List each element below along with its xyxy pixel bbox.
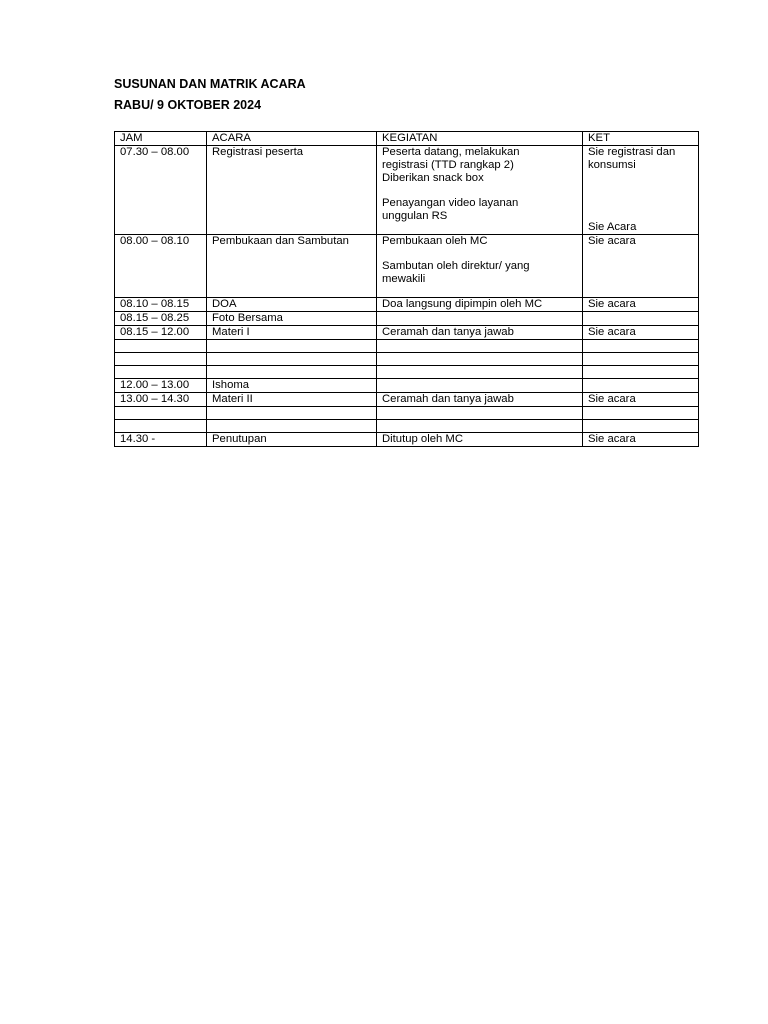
table-row (115, 433, 699, 447)
cell-acara: DOA (207, 298, 377, 312)
cell-ket (583, 379, 699, 393)
kegiatan-text: registrasi (TTD rangkap 2) (382, 159, 514, 171)
table-row (115, 146, 699, 235)
kegiatan-text: Diberikan snack box (382, 172, 484, 184)
cell-jam: 14.30 - (115, 433, 207, 447)
cell-ket: Sie acara (583, 326, 699, 340)
cell-ket (583, 146, 699, 235)
cell-kegiatan: Ceramah dan tanya jawab (377, 393, 583, 407)
empty-row (115, 366, 699, 379)
table-row (115, 393, 699, 407)
cell-acara: Materi II (207, 393, 377, 407)
header-jam: JAM (115, 132, 207, 146)
cell-ket: Sie acara (583, 235, 699, 298)
cell-jam: 07.30 – 08.00 (115, 146, 207, 235)
cell-acara: Materi I (207, 326, 377, 340)
cell-acara: Foto Bersama (207, 312, 377, 326)
cell-acara: Pembukaan dan Sambutan (207, 235, 377, 298)
header-acara: ACARA (207, 132, 377, 146)
cell-ket: Sie acara (583, 298, 699, 312)
kegiatan-text: mewakili (382, 273, 426, 285)
cell-jam: 13.00 – 14.30 (115, 393, 207, 407)
cell-kegiatan (377, 379, 583, 393)
kegiatan-text: Sambutan oleh direktur/ yang (382, 260, 530, 272)
document-date: RABU/ 9 OKTOBER 2024 (114, 98, 262, 112)
empty-row (115, 353, 699, 366)
kegiatan-text: Penayangan video layanan (382, 197, 519, 209)
empty-row (115, 407, 699, 420)
table-row (115, 298, 699, 312)
cell-acara: Penutupan (207, 433, 377, 447)
schedule-table (114, 131, 699, 447)
cell-jam: 08.15 – 08.25 (115, 312, 207, 326)
table-row (115, 379, 699, 393)
cell-ket: Sie acara (583, 433, 699, 447)
cell-kegiatan: Ditutup oleh MC (377, 433, 583, 447)
ket-text: Sie Acara (588, 221, 637, 233)
cell-jam: 12.00 – 13.00 (115, 379, 207, 393)
cell-ket (583, 312, 699, 326)
document-title: SUSUNAN DAN MATRIK ACARA (114, 77, 306, 91)
cell-kegiatan (377, 235, 583, 298)
cell-jam: 08.15 – 12.00 (115, 326, 207, 340)
empty-row (115, 420, 699, 433)
cell-acara: Registrasi peserta (207, 146, 377, 235)
table-header-row (115, 132, 699, 146)
cell-kegiatan (377, 312, 583, 326)
kegiatan-text: unggulan RS (382, 210, 448, 222)
cell-kegiatan: Ceramah dan tanya jawab (377, 326, 583, 340)
header-kegiatan: KEGIATAN (377, 132, 583, 146)
cell-acara: Ishoma (207, 379, 377, 393)
table-row (115, 312, 699, 326)
cell-ket: Sie acara (583, 393, 699, 407)
cell-kegiatan: Doa langsung dipimpin oleh MC (377, 298, 583, 312)
kegiatan-text: Peserta datang, melakukan (382, 146, 520, 158)
empty-row (115, 340, 699, 353)
ket-text: Sie registrasi dan (588, 146, 676, 158)
cell-jam: 08.10 – 08.15 (115, 298, 207, 312)
table-row (115, 326, 699, 340)
table-row (115, 235, 699, 298)
cell-kegiatan (377, 146, 583, 235)
kegiatan-text: Pembukaan oleh MC (382, 235, 488, 247)
header-ket: KET (583, 132, 699, 146)
ket-text: konsumsi (588, 159, 636, 171)
cell-jam: 08.00 – 08.10 (115, 235, 207, 298)
